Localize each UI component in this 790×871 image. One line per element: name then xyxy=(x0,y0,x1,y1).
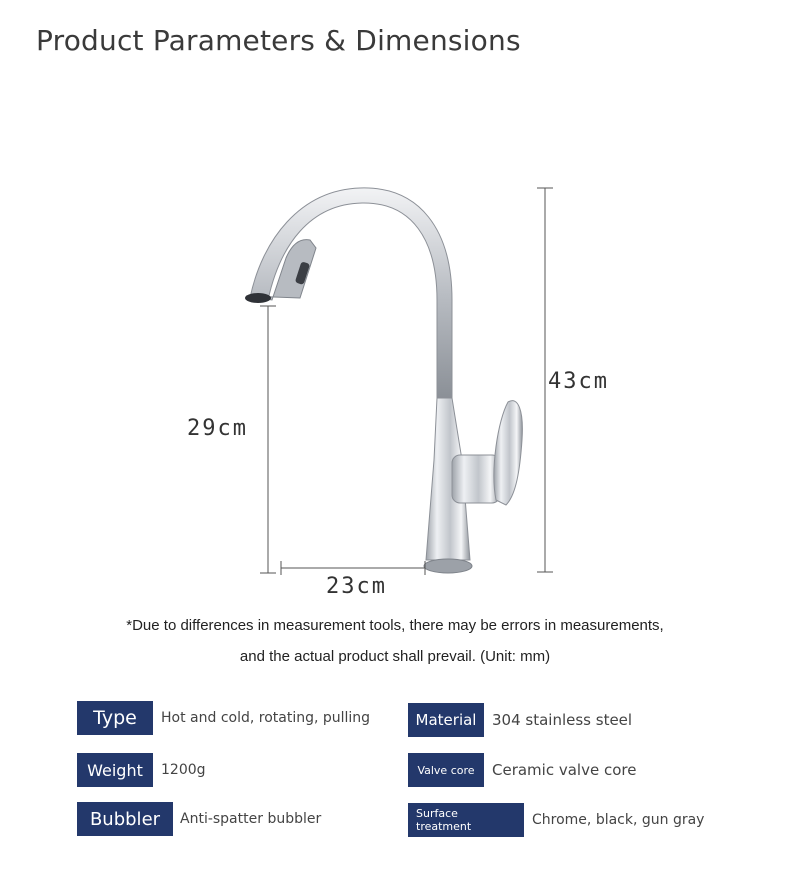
dimension-label-spout-height: 29cm xyxy=(187,416,248,441)
spec-type xyxy=(77,701,370,735)
spec-label-material: Material xyxy=(408,703,484,737)
spec-value-surface-treatment: Chrome, black, gun gray xyxy=(532,812,705,828)
faucet-base xyxy=(424,559,472,573)
measurement-note-line-1: *Due to differences in measurement tools, there may be errors in measurements, xyxy=(126,617,664,634)
spec-material xyxy=(408,703,632,737)
spec-value-valve-core: Ceramic valve core xyxy=(492,761,637,779)
spec-value-material: 304 stainless steel xyxy=(492,711,633,729)
spec-value-type: Hot and cold, rotating, pulling xyxy=(161,710,371,726)
spec-label-weight: Weight xyxy=(77,753,153,787)
spec-value-bubbler: Anti-spatter bubbler xyxy=(180,811,322,827)
spray-nozzle xyxy=(245,293,271,303)
measurement-note-line-2: and the actual product shall prevail. (Unit: mm) xyxy=(239,648,551,665)
dimension-label-reach: 23cm xyxy=(326,574,387,599)
dimension-line-reach xyxy=(281,561,425,575)
dimension-label-total-height: 43cm xyxy=(548,369,609,394)
spec-surface-treatment xyxy=(408,803,704,837)
dimension-line-spout-height xyxy=(260,306,276,573)
faucet-lever xyxy=(494,401,522,505)
spec-bubbler xyxy=(77,802,321,836)
spec-label-valve-core: Valve core xyxy=(408,753,484,787)
page-title: Product Parameters & Dimensions xyxy=(36,24,521,57)
spec-value-weight: 1200g xyxy=(161,762,206,778)
spec-label-bubbler: Bubbler xyxy=(77,802,173,836)
spec-weight xyxy=(77,753,206,787)
spec-label-type: Type xyxy=(77,701,153,735)
spec-label-surface-treatment: Surface treatment xyxy=(408,803,524,837)
faucet-lever-base xyxy=(452,455,500,503)
faucet-diagram xyxy=(0,160,790,600)
spec-valve-core xyxy=(408,753,636,787)
